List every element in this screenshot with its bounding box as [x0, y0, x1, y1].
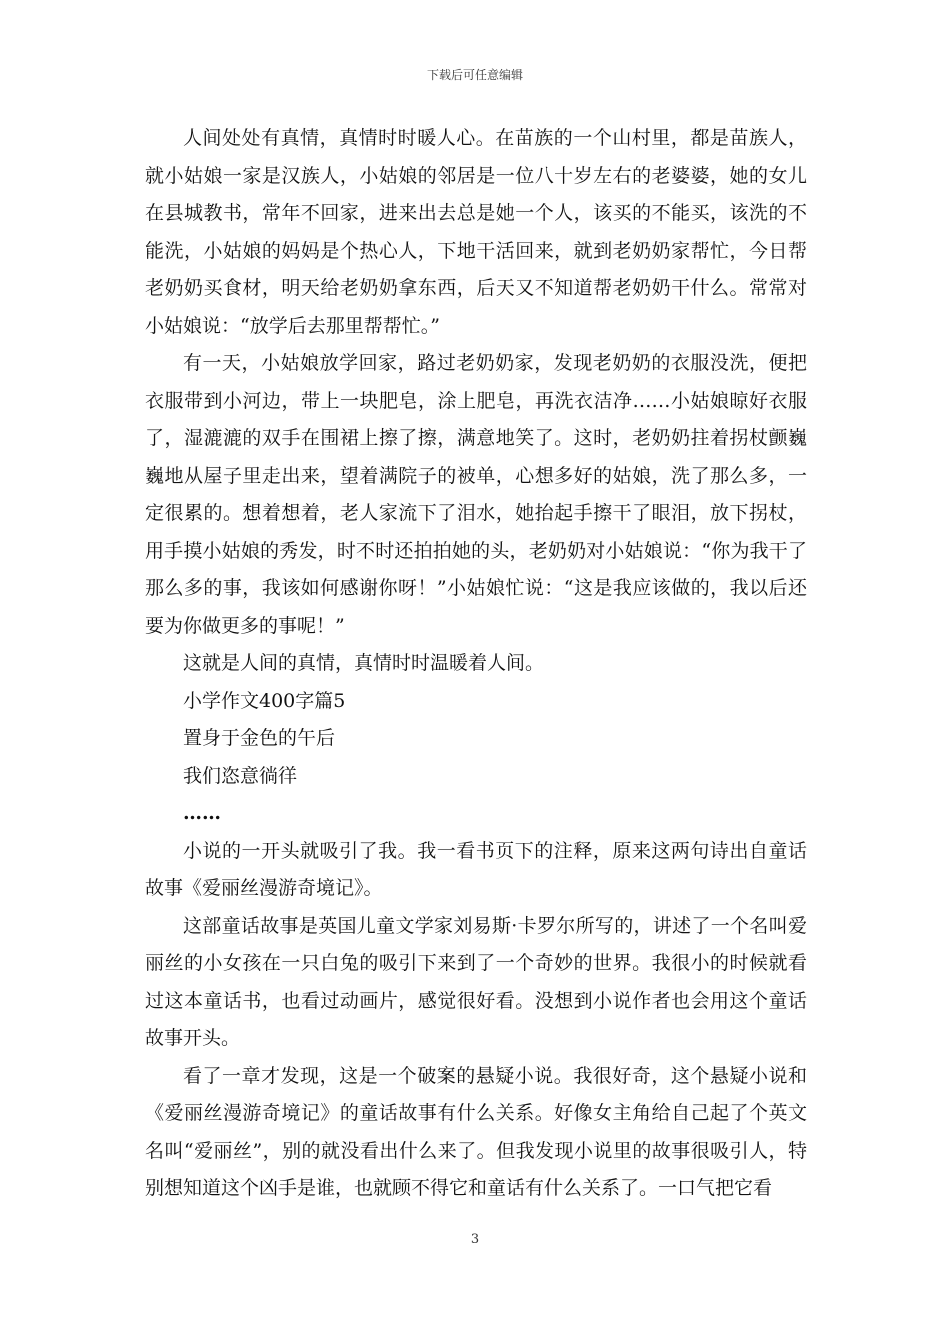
poem-line-2: 我们恣意徜徉	[183, 764, 298, 787]
paragraph-novel-opening: 小说的一开头就吸引了我。我一看书页下的注释，原来这两句诗出自童话故事《爱丽丝漫游奇境记》。	[145, 839, 807, 899]
document-body	[145, 120, 807, 1208]
poem-line-1: 置身于金色的午后	[183, 727, 336, 749]
paragraph-fairy-tale: 这部童话故事是英国儿童文学家刘易斯·卡罗尔所写的，讲述了一个名叫爱丽丝的小女孩在一只白兔的吸引下来到了一个奇妙的世界。我很小的时候就看过这本童话书，也看过动画片，感觉很好看。没想到小说作者也会用这个童话故事开头。	[145, 914, 807, 1049]
paragraph-intro: 人间处处有真情，真情时时暖人心。在苗族的一个山村里，都是苗族人，就小姑娘一家是汉族人，小姑娘的邻居是一位八十岁左右的老婆婆，她的女儿在县城教书，常年不回家，进来出去总是她一个人，该买的不能买，该洗的不能洗，小姑娘的妈妈是个热心人，下地干活回来，就到老奶奶家帮忙，今日帮老奶奶买食材，明天给老奶奶拿东西，后天又不知道帮老奶奶干什么。常常对小姑娘说：“放学后去那里帮帮忙。”	[145, 127, 807, 337]
paragraph-conclusion: 这就是人间的真情，真情时时温暖着人间。	[183, 652, 545, 674]
section-heading: 小学作文400字篇5	[183, 689, 346, 712]
poem-ellipsis: ……	[183, 802, 221, 824]
paragraph-story: 有一天，小姑娘放学回家，路过老奶奶家，发现老奶奶的衣服没洗，便把衣服带到小河边，带上一块肥皂，涂上肥皂，再洗衣洁净……小姑娘晾好衣服了，湿漉漉的双手在围裙上擦了擦，满意地笑了。这时，老奶奶拄着拐杖颤巍巍地从屋子里走出来，望着满院子的被单，心想多好的姑娘，洗了那么多，一定很累的。想着想着，老人家流下了泪水，她抬起手擦干了眼泪，放下拐杖，用手摸小姑娘的秀发，时不时还拍拍她的头，老奶奶对小姑娘说：“你为我干了那么多的事，我该如何感谢你呀！”小姑娘忙说：“这是我应该做的，我以后还要为你做更多的事呢！”	[145, 352, 807, 637]
paragraph-mystery: 看了一章才发现，这是一个破案的悬疑小说。我很好奇，这个悬疑小说和《爱丽丝漫游奇境记》的童话故事有什么关系。好像女主角给自己起了个英文名叫“爱丽丝”，别的就没看出什么来了。但我发现小说里的故事很吸引人，特别想知道这个凶手是谁，也就顾不得它和童话有什么关系了。一口气把它看	[145, 1064, 807, 1199]
page-number: 3	[470, 1232, 480, 1247]
page-header: 下载后可任意编辑	[426, 68, 523, 82]
